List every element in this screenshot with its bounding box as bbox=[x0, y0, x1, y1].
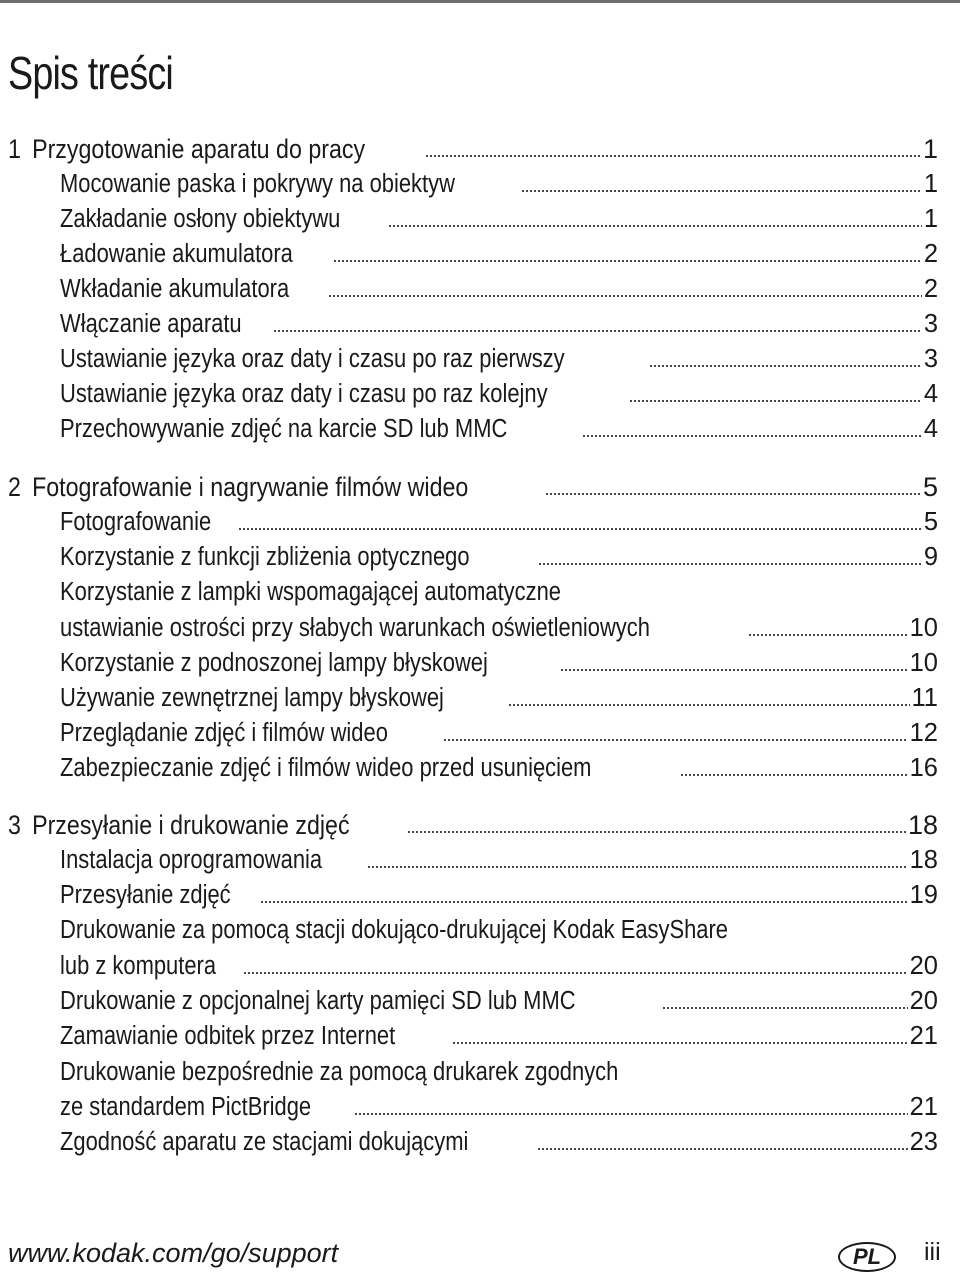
page-number: 20 bbox=[909, 952, 938, 980]
toc-entry[interactable] bbox=[60, 984, 938, 1016]
entry-title: Zabezpieczanie zdjęć i filmów wideo przed usunięciem bbox=[60, 754, 592, 782]
dot-leader bbox=[680, 774, 908, 776]
entry-title: ustawianie ostrości przy słabych warunkach oświetleniowych bbox=[60, 614, 650, 642]
page-number: 1 bbox=[923, 205, 938, 233]
entry-title: Ustawianie języka oraz daty i czasu po raz kolejny bbox=[60, 380, 548, 408]
chapter-title: Przesyłanie i drukowanie zdjęć bbox=[32, 810, 350, 840]
dot-leader bbox=[407, 831, 906, 833]
dot-leader bbox=[367, 866, 908, 868]
page-number: 21 bbox=[909, 1093, 938, 1121]
dot-leader bbox=[328, 295, 921, 297]
entry-title: Włączanie aparatu bbox=[60, 310, 242, 338]
page-number: 9 bbox=[923, 543, 938, 571]
entry-title: Ładowanie akumulatora bbox=[60, 240, 293, 268]
toc-entry-line[interactable] bbox=[60, 913, 938, 945]
chapter-number: 1 bbox=[8, 134, 21, 164]
toc-entry[interactable] bbox=[60, 878, 938, 910]
toc-entry[interactable] bbox=[60, 307, 938, 339]
entry-title: Korzystanie z podnoszonej lampy błyskowej bbox=[60, 649, 488, 677]
page-number: 21 bbox=[909, 1022, 938, 1050]
dot-leader bbox=[508, 704, 909, 706]
page-number: 11 bbox=[911, 684, 938, 712]
chapter-number: 2 bbox=[8, 472, 21, 502]
page-number: 5 bbox=[922, 472, 938, 502]
page-number: 12 bbox=[909, 719, 938, 747]
toc-chapter-3[interactable] bbox=[8, 808, 938, 840]
dot-leader bbox=[662, 1007, 908, 1009]
page-number: 23 bbox=[909, 1128, 938, 1156]
toc-entry[interactable] bbox=[60, 505, 938, 537]
dot-leader bbox=[243, 972, 907, 974]
entry-title: Zamawianie odbitek przez Internet bbox=[60, 1022, 396, 1050]
page-number: 3 bbox=[923, 345, 938, 373]
page-number: 19 bbox=[909, 881, 938, 909]
dot-leader bbox=[333, 260, 922, 262]
page-number: 16 bbox=[909, 754, 938, 782]
entry-title: Ustawianie języka oraz daty i czasu po raz pierwszy bbox=[60, 345, 565, 373]
entry-title-line: Drukowanie bezpośrednie za pomocą drukarek zgodnych bbox=[60, 1058, 619, 1086]
chapter-title: Fotografowanie i nagrywanie filmów wideo bbox=[32, 472, 469, 502]
entry-title-line: Drukowanie za pomocą stacji dokująco-drukującej Kodak EasyShare bbox=[60, 916, 729, 944]
toc-entry-line[interactable] bbox=[60, 1055, 938, 1087]
entry-title: Drukowanie z opcjonalnej karty pamięci SD lub MMC bbox=[60, 987, 576, 1015]
toc-chapter-2[interactable] bbox=[8, 470, 938, 502]
page-number: 4 bbox=[923, 415, 938, 443]
dot-leader bbox=[649, 365, 922, 367]
toc-entry[interactable] bbox=[60, 412, 938, 444]
page-number: 18 bbox=[909, 846, 938, 874]
entry-title: Przechowywanie zdjęć na karcie SD lub MMC bbox=[60, 415, 508, 443]
dot-leader bbox=[425, 155, 921, 157]
entry-title: Przeglądanie zdjęć i filmów wideo bbox=[60, 719, 388, 747]
toc-chapter-1[interactable] bbox=[8, 132, 938, 164]
support-url[interactable]: www.kodak.com/go/support bbox=[8, 1238, 339, 1268]
entry-title: Instalacja oprogramowania bbox=[60, 846, 323, 874]
entry-title: lub z komputera bbox=[60, 952, 217, 980]
page-number: 18 bbox=[907, 810, 938, 840]
toc-entry[interactable] bbox=[60, 167, 938, 199]
entry-title: Korzystanie z funkcji zbliżenia optycznego bbox=[60, 543, 470, 571]
page-number: 3 bbox=[923, 310, 938, 338]
entry-title: Mocowanie paska i pokrywy na obiektyw bbox=[60, 170, 455, 198]
entry-title-line: Korzystanie z lampki wspomagającej automatyczne bbox=[60, 578, 561, 606]
dot-leader bbox=[545, 493, 921, 495]
entry-title: Używanie zewnętrznej lampy błyskowej bbox=[60, 684, 444, 712]
page-number: 4 bbox=[923, 380, 938, 408]
dot-leader bbox=[443, 739, 907, 741]
toc-entry[interactable] bbox=[60, 202, 938, 234]
page-number: 10 bbox=[909, 614, 938, 642]
page-number: 2 bbox=[923, 275, 938, 303]
dot-leader bbox=[582, 435, 922, 437]
page-number: 5 bbox=[923, 508, 938, 536]
entry-title: Fotografowanie bbox=[60, 508, 212, 536]
chapter-title: Przygotowanie aparatu do pracy bbox=[32, 134, 366, 164]
entry-title: Przesyłanie zdjęć bbox=[60, 881, 231, 909]
toc-entry[interactable] bbox=[60, 681, 938, 713]
toc-entry[interactable] bbox=[60, 342, 938, 374]
page-number: 1 bbox=[923, 170, 938, 198]
dot-leader bbox=[452, 1042, 908, 1044]
chapter-number: 3 bbox=[8, 810, 21, 840]
toc-entry[interactable] bbox=[60, 272, 938, 304]
toc-entry[interactable] bbox=[60, 377, 938, 409]
dot-leader bbox=[354, 1113, 908, 1115]
dot-leader bbox=[629, 400, 922, 402]
dot-leader bbox=[388, 225, 922, 227]
dot-leader bbox=[748, 634, 908, 636]
dot-leader bbox=[273, 330, 922, 332]
dot-leader bbox=[560, 669, 908, 671]
entry-title: Zgodność aparatu ze stacjami dokującymi bbox=[60, 1128, 469, 1156]
entry-title: ze standardem PictBridge bbox=[60, 1093, 312, 1121]
page-number: 10 bbox=[909, 649, 938, 677]
page-number: 2 bbox=[923, 240, 938, 268]
toc-entry[interactable] bbox=[60, 949, 938, 981]
toc-entry-line[interactable] bbox=[60, 575, 938, 607]
toc-entry[interactable] bbox=[60, 611, 938, 643]
dot-leader bbox=[537, 1148, 908, 1150]
toc-entry[interactable] bbox=[60, 1090, 938, 1122]
toc-entry[interactable] bbox=[60, 646, 938, 678]
toc-entry[interactable] bbox=[60, 237, 938, 269]
dot-leader bbox=[238, 528, 922, 530]
entry-title: Wkładanie akumulatora bbox=[60, 275, 290, 303]
toc-entry[interactable] bbox=[60, 716, 938, 748]
entry-title: Zakładanie osłony obiektywu bbox=[60, 205, 341, 233]
dot-leader bbox=[521, 190, 922, 192]
page-number: 20 bbox=[909, 987, 938, 1015]
page-number: 1 bbox=[922, 134, 938, 164]
page-number-footer: iii bbox=[924, 1238, 941, 1266]
dot-leader bbox=[260, 901, 907, 903]
toc-entry[interactable] bbox=[60, 843, 938, 875]
toc-entry[interactable] bbox=[60, 1125, 938, 1157]
toc-entry[interactable] bbox=[60, 1019, 938, 1051]
page-title: Spis treści bbox=[8, 47, 173, 99]
toc-entry[interactable] bbox=[60, 540, 938, 572]
language-badge: PL bbox=[838, 1242, 896, 1272]
dot-leader bbox=[538, 563, 922, 565]
toc-entry[interactable] bbox=[60, 751, 938, 783]
